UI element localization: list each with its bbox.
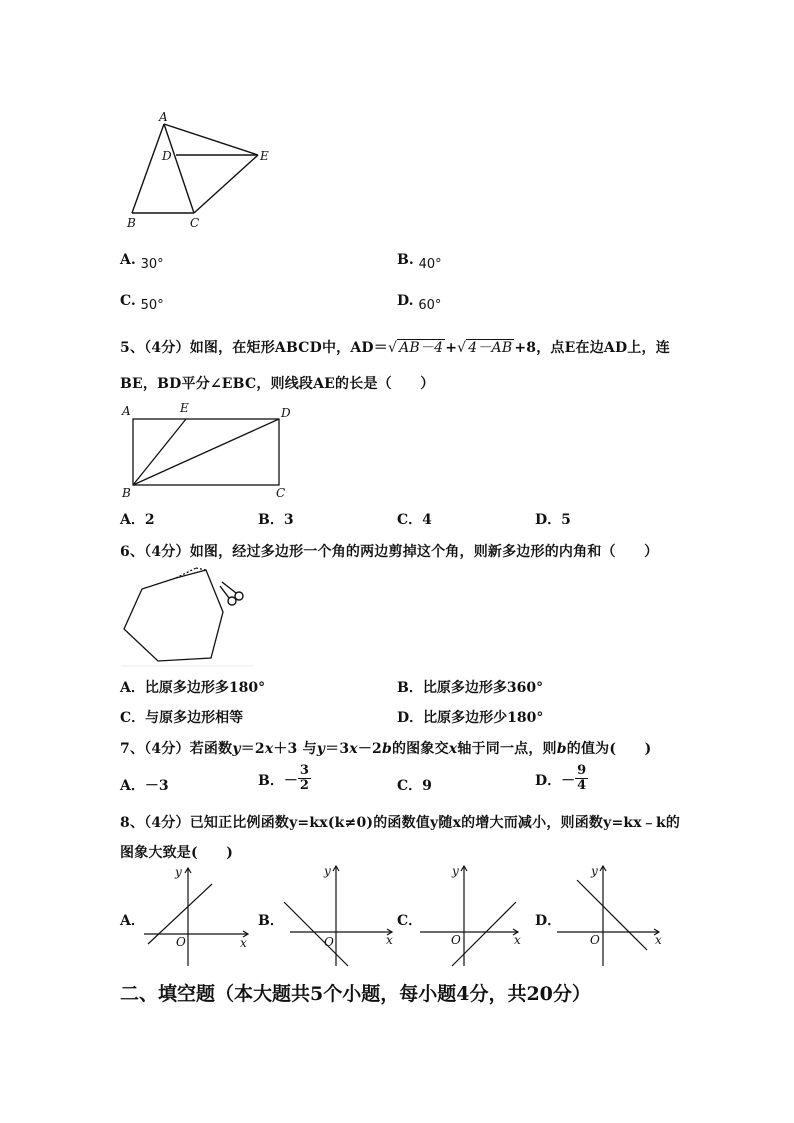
option-letter: D. bbox=[397, 293, 414, 309]
q4-option-c[interactable] bbox=[120, 293, 164, 313]
q7-var: x bbox=[448, 741, 458, 757]
q5-label-d: D bbox=[281, 406, 291, 420]
q5-label-c: C bbox=[276, 486, 286, 500]
option-value: 2 bbox=[144, 512, 155, 528]
q5-label-a: A bbox=[122, 404, 131, 418]
q5-score: （4分） bbox=[144, 340, 190, 356]
q6-score: （4分） bbox=[144, 544, 190, 560]
axis-y-label: y bbox=[324, 864, 331, 878]
axis-x-label: x bbox=[514, 933, 521, 947]
option-sign: － bbox=[561, 772, 576, 789]
q7-option-a[interactable] bbox=[120, 775, 169, 795]
q4-option-a[interactable] bbox=[120, 252, 164, 272]
option-letter: B． bbox=[258, 772, 284, 789]
option-value: 与原多边形相等 bbox=[145, 710, 244, 726]
q6-number: 6、 bbox=[120, 544, 145, 560]
q8-score: （4分） bbox=[144, 815, 190, 831]
q5-option-a[interactable] bbox=[120, 509, 155, 529]
scissors-icon bbox=[220, 582, 243, 605]
origin-label: O bbox=[324, 935, 334, 949]
q6-figure bbox=[118, 562, 258, 670]
q7-text: 轴于同一点，则 bbox=[457, 741, 557, 757]
option-letter: A. bbox=[120, 252, 136, 268]
option-fraction: $\frac{3}{2}$ bbox=[299, 763, 309, 793]
option-value: 5 bbox=[561, 512, 571, 528]
option-value: 30° bbox=[140, 257, 164, 272]
option-value: 4 bbox=[422, 512, 432, 528]
q5-option-d[interactable] bbox=[535, 509, 571, 529]
q7-text: －2 bbox=[357, 741, 382, 757]
q7-text: 若函数 bbox=[189, 741, 233, 757]
q7-option-d[interactable] bbox=[535, 764, 588, 793]
q6-text: 如图，经过多边形一个角的两边剪掉这个角，则新多边形的内角和（ ） bbox=[189, 544, 659, 560]
q6-option-c[interactable] bbox=[120, 707, 243, 727]
option-letter: C． bbox=[120, 710, 146, 726]
q5-text-a: 如图，在矩形ABCD中，AD＝ bbox=[189, 340, 388, 356]
option-sign: － bbox=[283, 772, 298, 789]
axis-x-label: x bbox=[386, 933, 393, 947]
option-letter: A． bbox=[120, 512, 145, 528]
option-letter: A． bbox=[120, 680, 145, 696]
option-letter: C. bbox=[120, 293, 136, 309]
q7-option-b[interactable] bbox=[258, 764, 311, 793]
axis-x-label: x bbox=[240, 936, 247, 950]
q7-var: x bbox=[264, 741, 274, 757]
q6-option-a[interactable] bbox=[120, 677, 265, 697]
q5-plus: + bbox=[445, 340, 458, 356]
option-value: 3 bbox=[283, 512, 294, 528]
option-letter: C． bbox=[397, 512, 423, 528]
q5-number: 5、 bbox=[120, 340, 145, 356]
origin-label: O bbox=[176, 935, 186, 949]
q7-var: b bbox=[556, 741, 567, 757]
option-letter: D． bbox=[535, 913, 562, 929]
q4-label-e: E bbox=[260, 149, 269, 163]
q7-text: 的图象交 bbox=[391, 741, 449, 757]
option-value: 60° bbox=[418, 298, 442, 313]
q7-text: ＝2 bbox=[240, 741, 265, 757]
option-letter: D． bbox=[397, 710, 424, 726]
q4-figure bbox=[118, 108, 278, 232]
option-letter: C． bbox=[397, 913, 423, 929]
q5-text-b: +8，点E在边AD上，连 bbox=[514, 340, 670, 356]
q8-text: 已知正比例函数y=kx(k≠0)的函数值y随x的增大而减小，则函数y=kx﹣k的 bbox=[189, 815, 681, 831]
q7-var: b bbox=[381, 741, 392, 757]
q6-option-b[interactable] bbox=[397, 677, 543, 697]
q5-label-b: B bbox=[122, 486, 131, 500]
q7-text: ＋3 与 bbox=[273, 741, 317, 757]
q5-sqrt-1: √ AB－4 bbox=[387, 340, 444, 356]
q4-label-d: D bbox=[162, 149, 172, 163]
q8-number: 8、 bbox=[120, 815, 145, 831]
option-value: －3 bbox=[144, 778, 169, 794]
q4-label-a: A bbox=[159, 110, 168, 124]
option-value: 比原多边形少180° bbox=[423, 710, 544, 726]
origin-label: O bbox=[590, 933, 600, 947]
option-value: 比原多边形多360° bbox=[422, 680, 544, 696]
q4-label-c: C bbox=[190, 216, 200, 230]
origin-label: O bbox=[451, 933, 461, 947]
q5-figure bbox=[118, 400, 298, 504]
q5-option-c[interactable] bbox=[397, 509, 432, 529]
q4-label-b: B bbox=[127, 216, 136, 230]
q7-text: ＝3 bbox=[325, 741, 350, 757]
option-letter: D． bbox=[535, 772, 562, 789]
q8-graph-c bbox=[418, 860, 538, 968]
q8-graph-d bbox=[555, 860, 675, 968]
option-letter: D． bbox=[535, 512, 562, 528]
q8-graph-b bbox=[278, 860, 398, 968]
option-letter: A． bbox=[120, 913, 145, 929]
q7-var: x bbox=[349, 741, 358, 757]
section-heading: 二、填空题（本大题共5个小题，每小题4分，共20分） bbox=[120, 983, 591, 1005]
option-letter: B． bbox=[258, 512, 284, 528]
option-letter: B． bbox=[397, 680, 423, 696]
axis-y-label: y bbox=[591, 864, 598, 878]
q6-option-d[interactable] bbox=[397, 707, 543, 727]
q4-option-b[interactable] bbox=[397, 252, 442, 272]
q5-stem-line2: BE，BD平分∠EBC，则线段AE的长是（ ） bbox=[120, 376, 435, 392]
option-fraction: $\frac{9}{4}$ bbox=[577, 763, 587, 793]
option-letter: A． bbox=[120, 778, 145, 794]
q5-sqrt-2: √ 4－AB bbox=[457, 340, 513, 356]
option-value: 比原多边形多180° bbox=[144, 680, 266, 696]
q7-var: y bbox=[316, 741, 326, 757]
q8-graph-a bbox=[140, 862, 260, 968]
option-value: 50° bbox=[140, 298, 164, 313]
option-letter: B． bbox=[258, 913, 284, 929]
axis-x-label: x bbox=[655, 933, 662, 947]
q7-stem bbox=[120, 738, 651, 758]
q6-stem bbox=[120, 541, 658, 561]
q7-option-c[interactable] bbox=[397, 775, 432, 795]
axis-y-label: y bbox=[175, 865, 182, 879]
option-letter: C． bbox=[397, 778, 423, 794]
q5-label-e: E bbox=[180, 401, 189, 415]
axis-y-label: y bbox=[452, 864, 459, 878]
q5-option-b[interactable] bbox=[258, 509, 294, 529]
q4-option-d[interactable] bbox=[397, 293, 442, 313]
q5-stem-line1 bbox=[120, 337, 670, 357]
q7-var: y bbox=[232, 741, 241, 757]
q8-stem-line1 bbox=[120, 812, 680, 832]
q7-score: （4分） bbox=[144, 741, 190, 757]
q7-text: 的值为( ) bbox=[566, 741, 652, 757]
option-letter: B. bbox=[397, 252, 414, 268]
q7-number: 7、 bbox=[120, 741, 145, 757]
q8-stem-line2: 图象大致是( ) bbox=[120, 845, 234, 861]
option-value: 9 bbox=[422, 778, 432, 794]
option-value: 40° bbox=[418, 257, 442, 272]
